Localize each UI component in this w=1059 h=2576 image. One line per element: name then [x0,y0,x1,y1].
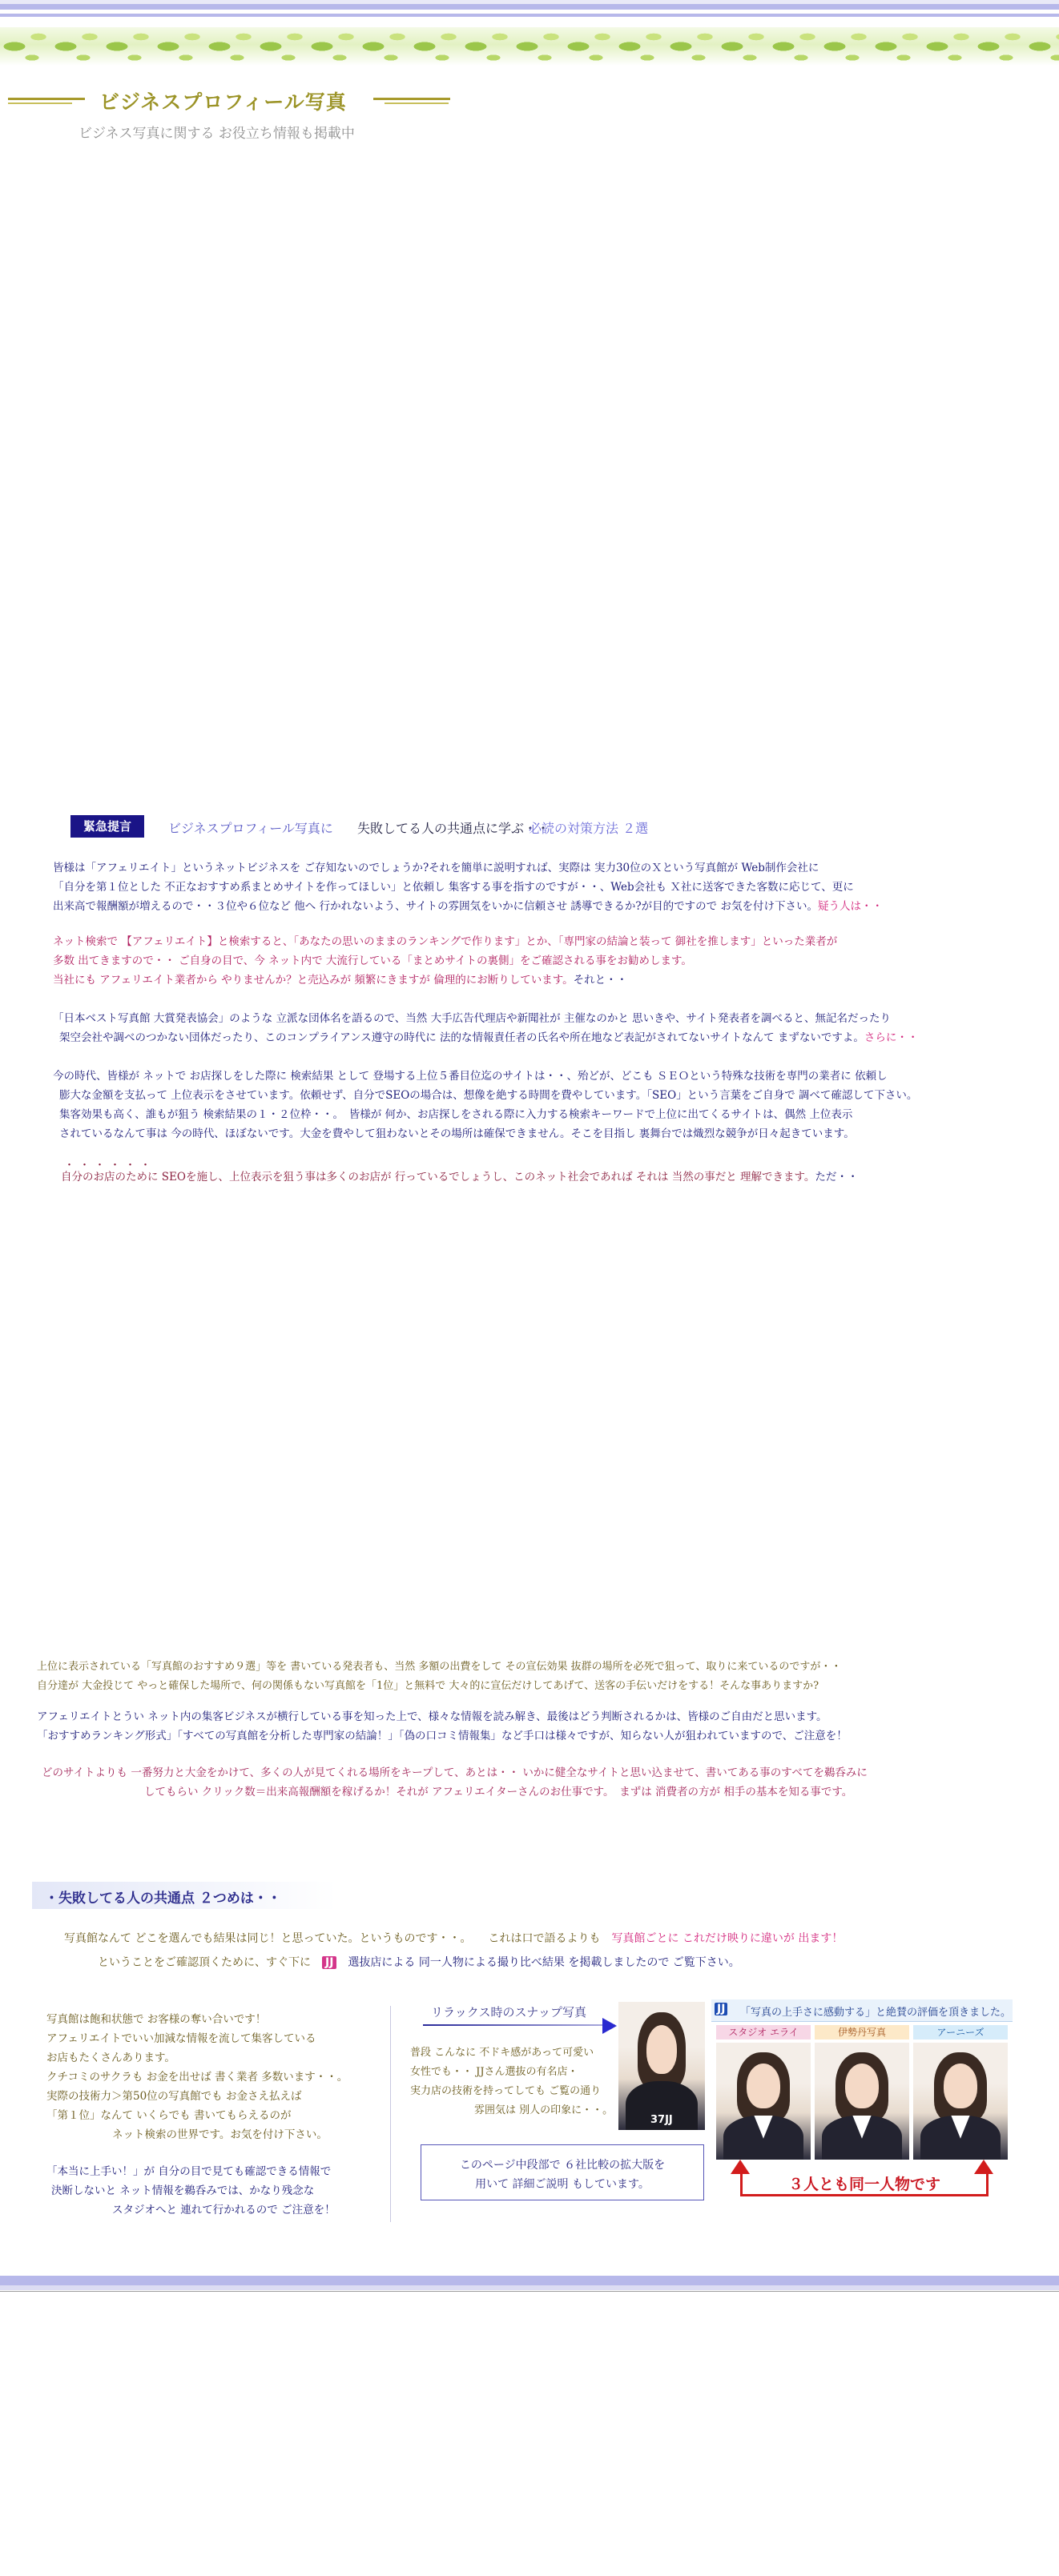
headline-part-b: 失敗してる人の共通点に学ぶ・・ [357,821,550,836]
seo-explanation [53,1067,917,1143]
dotted-separator: ・・・・・・ [64,1159,156,1171]
affiliate-explanation [53,858,883,916]
paragraph-line: 自分達が 大金投じて やっと確保した場所で、何の関係もない写真館を「1位」と無料で 大々的に宣伝だけしてあげて、送客の手伝いだけをする！そんな事ありますか? [37,1680,819,1692]
affiliate-search-warning [53,932,837,990]
section2-intro [64,1927,843,1975]
judgement-note [37,1707,848,1746]
paragraph-line: 皆様は「アフェリエイト」というネットビジネスを ご存知ないのでしょうか?それを簡単に説明すれば、実際は 実力30位のＸという写真館が Web制作会社に [53,862,819,874]
photo-face [845,2064,879,2108]
top-stripe [0,0,1059,26]
seo-understanding [61,1167,858,1187]
section2-title: ・失敗してる人の共通点 ２つめは・・ [45,1891,281,1907]
headline-part-c: 必読の対策方法 ２選 [529,821,649,836]
paragraph-line: されているなんて事は 今の時代、ほぼないです。大金を費やして狙わないとその場所は確保できません。そこを目指し 裏舞台では熾烈な競争が日々起きています。 [59,1127,855,1140]
snapshot-title: リラックス時のスナップ写真 [431,2005,586,2019]
paragraph-line: 実力店の技術を持ってしても ご覧の通り [410,2085,602,2097]
line-text: 写真館なんて どこを選んでも結果は同じ！と思っていた。というものです・・。 これは口で語るよりも [64,1932,601,1945]
studio-tab-2: 伊勢丹写真 [815,2025,909,2040]
paragraph-line: アフェリエイトでいい加減な情報を流して集客している [46,2032,316,2045]
column-divider [390,2006,391,2222]
comparison-photo-2 [815,2043,909,2160]
leaf-banner [0,27,1059,66]
left-notes [46,2010,348,2144]
paragraph-line: クチコミのサクラも お金を出せば 書く業者 多数います・・。 [46,2071,348,2084]
line-text: 出来高で報酬額が増えるので・・３位や６位など 他へ 行かれないよう、サイトの雰囲気をいかに信頼させ 誘導できるか?が目的ですので お気を付け下さい。 [53,900,818,913]
callout-line: 用いて 詳細ご説明 もしています。 [475,2178,650,2191]
result-text: ３人とも同一人物です [787,2176,940,2193]
arrow-right-icon [602,2018,617,2034]
line-text: 自分のお店のために SEOを施し、上位表示を狙う事は多くのお店が 行っているでしょうし、このネット社会であれば それは 当然の事だと 理解できます。 [61,1171,815,1184]
paragraph-line: スタジオへと 連れて行かれるので ご注意を！ [112,2204,336,2216]
paragraph-line: 実際の技術力＞第50位の写真館でも お金さえ払えば [46,2090,302,2103]
photo-face [747,2064,780,2108]
paragraph-line: してもらい クリック数＝出来高報酬額を稼げるか！それが アフェリエイターさんのお仕事です。 まずは 消費者の方が 相手の基本を知る事です。 [144,1786,853,1798]
paragraph-line: 「本当に上手い！」が 自分の目で見ても確認できる情報で [46,2165,332,2178]
paragraph-line: 「日本ベスト写真館 大賞発表協会」のような 立派な団体名を語るので、当然 大手広告代理店や新聞社が 主催なのかと 思いきや、サイト発表者を調べると、無記名だったり [53,1012,891,1025]
paragraph-line [53,971,837,990]
paragraph-line: 写真館は飽和状態で お客様の奪い合いです！ [46,2013,267,2026]
line-highlight: それと・・ [573,974,628,987]
line-text: ということをご確認頂くために、すぐ下に [98,1956,311,1969]
paragraph-line: 決断しないと ネット情報を鵜呑みでは、かなり残念な [51,2184,315,2197]
section2-heading [32,1882,336,1909]
paragraph-line: 膨大な金額を支払って 上位表示をさせています。依頼せず、自分でSEOの場合は、想像を絶する時間を費やしています。「SEO」という言葉をご自身で 調べて確認して下さい。 [59,1089,918,1102]
snapshot-underline [423,2024,615,2026]
snapshot-photo [618,2002,705,2130]
photo-tag: 37JJ [650,2114,673,2126]
urgent-badge: 緊急提言 [70,815,144,838]
paragraph-line: ネット検索の世界です。お気を付け下さい。 [112,2128,328,2141]
comparison-photo-1 [716,2043,811,2160]
logo-rule-right-thin [385,102,449,104]
line-highlight: 疑う人は・・ [817,900,883,913]
comparison-panel [711,1999,1013,2216]
jj-logo: JJ [322,1956,336,1969]
affiliator-business-note [42,1763,868,1802]
logo-rule-right [373,98,450,100]
headline-part-a: ビジネスプロフィール写真に [168,821,333,836]
paragraph-line [64,1927,843,1951]
paragraph-line [61,1167,858,1187]
line-highlight: 写真館ごとに これだけ映りに違いが 出ます！ [611,1932,844,1945]
photo-face [646,2025,678,2074]
paragraph-line: アフェリエイトとうい ネット内の集客ビジネスが横行している事を知った上で、様々な情報を読み解き、最後はどう判断されるかは、皆様のご自由だと思います。 [37,1710,827,1723]
line-text: 選抜店による 同一人物による撮り比べ結果 を掲載しましたので ご覧下さい。 [348,1956,740,1969]
studio-tab-3: アーニーズ [913,2025,1008,2040]
page-subtitle: ビジネス写真に関する お役立ち情報も掲載中 [79,126,355,142]
same-person-result [740,2169,989,2196]
paragraph-line [53,897,883,916]
jj-mark: JJ [715,2003,727,2015]
paragraph-line: 「おすすめランキング形式」「すべての写真館を分析した専門家の結論！」「偽の口コミ情報集」など手口は様々ですが、知らない人が狙われていますので、ご注意を！ [37,1730,848,1742]
snapshot-heading [423,2002,631,2026]
paragraph-line [64,1951,843,1975]
page-title: ビジネスプロフィール写真 [99,90,347,114]
paragraph-line: 雰囲気は 別人の印象に・・。 [474,2104,614,2116]
line-highlight: さらに・・ [864,1031,919,1044]
logo-rule-left-thin [8,102,72,104]
urgent-headline [70,815,1000,839]
site-logo[interactable] [8,83,457,147]
line-text: 架空会社や調べのつかない団体だったり、このコンプライアンス遵守の時代に 法的な情報責任者の氏名や所在地など表記がされてないサイトなんて まずないですよ。 [59,1031,864,1044]
paragraph-line: どのサイトよりも 一番努力と大金をかけて、多くの人が見てくれる場所をキープして、あとは・・ いかに健全なサイトと思い込ませて、書いてある事のすべてを鵜呑みに [42,1766,868,1779]
paragraph-line: 上位に表示されている「写真館のおすすめ９選」等を 書いている発表者も、当然 多額の出費をして その宣伝効果 抜群の場所を必死で狙って、取りに来ているのですが・・ [37,1661,842,1673]
paragraph-line: 女性でも・・ JJさん選抜の有名店・ [410,2066,578,2078]
line-highlight: ただ・・ [815,1171,859,1184]
paragraph-line: 今の時代、皆様が ネットで お店探しをした際に 検索結果 として 登場する上位５番目位迄のサイトは・・、殆どが、どこも ＳＥＯという特殊な技術を専門の業者に 依頼し [53,1070,888,1083]
detail-callout[interactable] [421,2144,704,2200]
paragraph-line: 多数 出てきますので・・ ご自身の目で、今 ネット内で 大流行している「まとめサイトの裏側」をご確認される事をお勧めします。 [53,954,692,967]
logo-rule-left [8,98,85,100]
paragraph-line: 普段 こんなに 不ドキ感があって可愛い [410,2047,594,2059]
callout-line: このページ中段部で ６社比較の拡大版を [459,2159,666,2172]
paragraph-line: 「自分を第１位とした 不正なおすすめ系まとめサイトを作ってほしい」と依頼し 集客する事を指すのですが・・、Web会社も Ｘ社に送客できた客数に応じて、更に [53,881,854,894]
bottom-stripe [0,2276,1059,2295]
comparison-header [711,1999,1013,2022]
paragraph-line [53,1028,918,1047]
snapshot-caption [410,2044,613,2120]
fake-association-warning [53,1009,918,1047]
line-text: 当社にも アフェリエイト業者から やりませんか？と売込みが 頻繁にきますが 倫理的にお断りしています。 [53,974,574,987]
comparison-header-text: 「写真の上手さに感動する」と絶賛の評価を頂きました。 [740,2007,1012,2019]
left-notes-warning [46,2162,336,2220]
paragraph-line: 「第１位」なんて いくらでも 書いてもらえるのが [46,2109,292,2122]
ranking-site-warning [37,1658,841,1696]
paragraph-line: お店もたくさんあります。 [46,2052,175,2064]
paragraph-line: 集客効果も高く、誰もが狙う 検索結果の１・２位枠・・。 皆様が 何か、お店探しをされる際に入力する検索キーワードで上位に出てくるサイトは、偶然 上位表示 [59,1108,853,1121]
comparison-photo-3 [913,2043,1008,2160]
paragraph-line: ネット検索で 【アフェリエイト】と検索すると、「あなたの思いのままのランキングで作ります」とか、「専門家の結論と装って 御社を推します」といった業者が [53,935,838,948]
studio-tab-1: スタジオ エライ [716,2025,811,2040]
photo-face [944,2064,977,2108]
